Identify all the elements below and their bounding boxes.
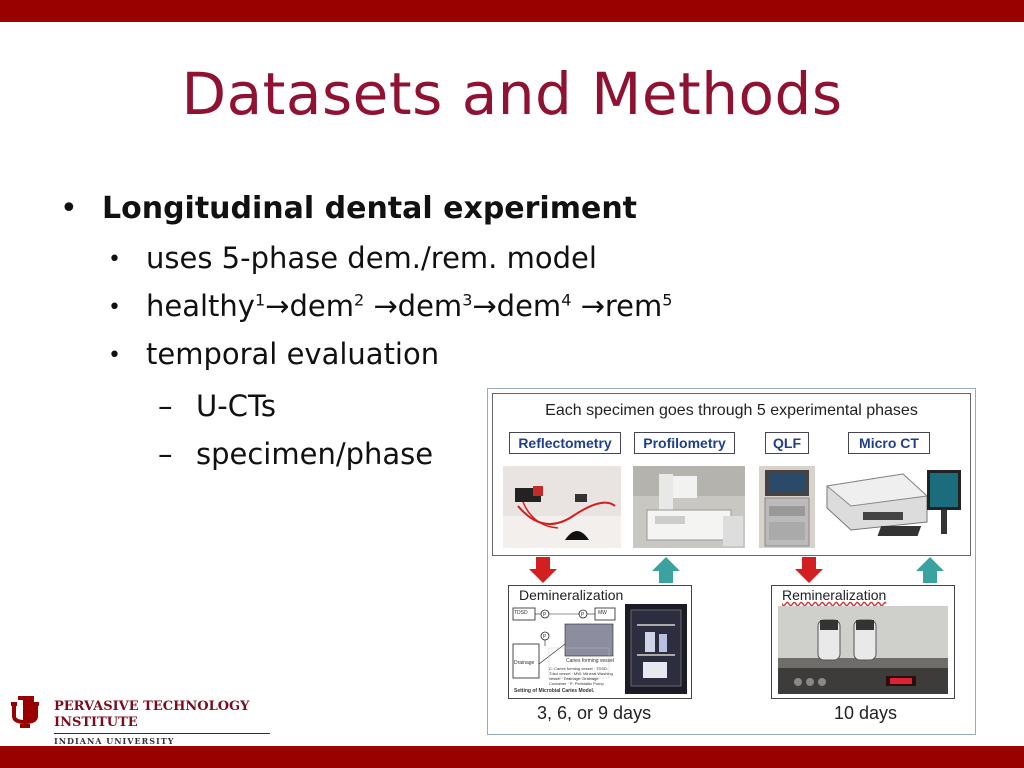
slide-title: Datasets and Methods bbox=[181, 60, 843, 128]
microct-photo-icon bbox=[823, 466, 965, 548]
qlf-photo-icon bbox=[759, 466, 815, 548]
mw-label: MW bbox=[598, 610, 607, 616]
logo-line-1: PERVASIVE TECHNOLOGY bbox=[54, 699, 250, 714]
diagram-caption: Setting of Microbial Caries Model. bbox=[514, 688, 595, 694]
pump-label: P bbox=[543, 634, 547, 640]
remineralization-days: 10 days bbox=[834, 703, 898, 723]
reflectometry-photo-icon bbox=[503, 466, 621, 548]
diagram-legend: C: Caries forming vessel · TDSD: Tdsd vessel · MW: Mineral Washing vessel · Drainage: Drainage Container · P: Peristaltic Pump bbox=[549, 666, 613, 686]
bullet-sub-1-text: uses 5-phase dem./rem. model bbox=[146, 241, 597, 275]
incubator-photo-icon bbox=[625, 604, 687, 694]
arrow-down-icon bbox=[528, 557, 558, 583]
microct-label: Micro CT bbox=[848, 432, 930, 454]
qlf-label: QLF bbox=[765, 432, 809, 454]
shaker-photo-icon bbox=[778, 606, 948, 694]
bullet-subsub-1-text: U-CTs bbox=[196, 389, 276, 423]
phases-box bbox=[492, 393, 971, 556]
figure-heading: Each specimen goes through 5 experimental phases bbox=[545, 402, 918, 419]
reflectometry-label: Reflectometry bbox=[509, 432, 621, 454]
demineralization-days: 3, 6, or 9 days bbox=[537, 703, 652, 723]
top-banner bbox=[0, 0, 1024, 22]
experiment-figure bbox=[487, 388, 976, 735]
arrow-down-icon bbox=[794, 557, 824, 583]
profilometry-photo-icon bbox=[633, 466, 745, 548]
bullet-icon: • bbox=[60, 191, 78, 226]
bullet-icon: • bbox=[108, 295, 121, 320]
dash-icon: – bbox=[158, 389, 173, 423]
bullet-icon: • bbox=[108, 343, 121, 368]
remineralization-panel bbox=[771, 585, 955, 699]
demineralization-panel bbox=[508, 585, 692, 699]
logo-divider bbox=[54, 733, 270, 734]
bullet-icon: • bbox=[108, 247, 121, 272]
logo-line-3: INDIANA UNIVERSITY bbox=[54, 736, 175, 746]
tdsd-label: TDSD bbox=[514, 610, 528, 616]
remineralization-title: Remineralization bbox=[782, 587, 887, 603]
bullet-sub-3-text: temporal evaluation bbox=[146, 337, 440, 371]
bullet-sub-2-text: healthy$^1$→dem$^2$ →dem$^3$→dem$^4$ →rem$^5$ bbox=[146, 289, 673, 323]
logo-line-2: INSTITUTE bbox=[54, 715, 138, 730]
bottom-banner bbox=[0, 746, 1024, 768]
drainage-label: Drainage bbox=[514, 660, 535, 666]
iu-trident-icon bbox=[8, 696, 42, 730]
dash-icon: – bbox=[158, 437, 173, 471]
arrow-up-icon bbox=[915, 557, 945, 583]
pump-label: P bbox=[581, 612, 585, 618]
profilometry-label: Profilometry bbox=[634, 432, 735, 454]
bullet-main-text: Longitudinal dental experiment bbox=[102, 191, 638, 226]
bullet-subsub-2-text: specimen/phase bbox=[196, 437, 434, 471]
caries-vessel-label: Caries forming vessel bbox=[566, 658, 615, 664]
demineralization-title: Demineralization bbox=[519, 587, 624, 603]
pump-label: P bbox=[543, 612, 547, 618]
arrow-up-icon bbox=[651, 557, 681, 583]
